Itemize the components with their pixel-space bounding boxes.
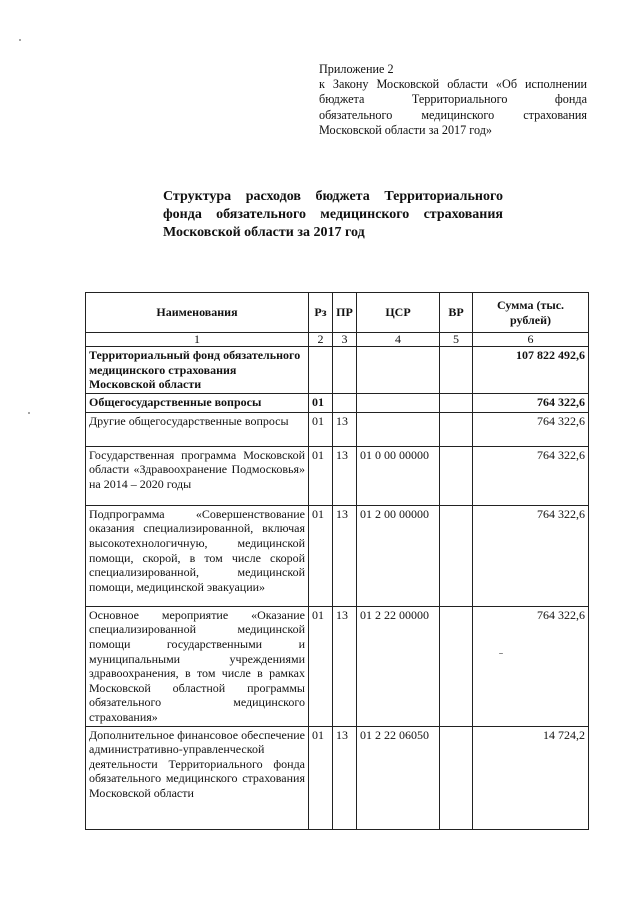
row-rz: 01 (309, 412, 333, 446)
column-number-row (86, 333, 589, 347)
row-rz: 01 (309, 393, 333, 412)
row-vr (440, 393, 473, 412)
table-header-row (86, 293, 589, 333)
row-rz: 01 (309, 606, 333, 726)
row-csr: 01 0 00 00000 (357, 446, 440, 505)
row-vr (440, 606, 473, 726)
row-pr (333, 347, 357, 394)
row-sum: 764 322,6 (473, 412, 589, 446)
header-vr: ВР (440, 293, 473, 333)
row-sum: 107 822 492,6 (473, 347, 589, 394)
row-vr (440, 446, 473, 505)
header-rz: Рз (309, 293, 333, 333)
row-vr (440, 412, 473, 446)
scan-speck (19, 39, 21, 41)
title-line: фонда обязательного медицинского страхования (163, 207, 503, 222)
row-pr: 13 (333, 505, 357, 606)
row-sum: 764 322,6 (473, 446, 589, 505)
scan-speck (28, 412, 30, 414)
row-pr: 13 (333, 606, 357, 726)
column-number: 5 (440, 333, 473, 347)
table-row (86, 347, 589, 394)
header-sum: Сумма (тыс. рублей) (473, 293, 589, 333)
column-number: 4 (357, 333, 440, 347)
row-pr (333, 393, 357, 412)
row-csr (357, 347, 440, 394)
row-csr (357, 412, 440, 446)
row-sum: 764 322,6 (473, 505, 589, 606)
appendix-line: Московской области за 2017 год» (319, 122, 493, 137)
table-row (86, 606, 589, 726)
row-vr (440, 505, 473, 606)
column-number: 2 (309, 333, 333, 347)
header-pr: ПР (333, 293, 357, 333)
appendix-line: к Закону Московской области «Об исполнении (319, 77, 587, 92)
row-sum: 764 322,6 (473, 393, 589, 412)
row-name: Государственная программа Московской области «Здравоохранение Подмосковья» на 2014 – 2020 годы (86, 446, 309, 505)
row-name: Общегосударственные вопросы (86, 393, 309, 412)
row-sum: 14 724,2 (473, 726, 589, 829)
row-pr: 13 (333, 412, 357, 446)
appendix-note (319, 62, 587, 138)
title-line: Московской области за 2017 год (163, 225, 365, 240)
row-csr: 01 2 22 00000 (357, 606, 440, 726)
column-number: 3 (333, 333, 357, 347)
row-rz: 01 (309, 446, 333, 505)
row-vr (440, 347, 473, 394)
row-csr (357, 393, 440, 412)
column-number: 1 (86, 333, 309, 347)
expenditure-table (85, 292, 589, 830)
document-title (163, 188, 503, 242)
table-row (86, 726, 589, 829)
title-line: Структура расходов бюджета Территориального (163, 189, 503, 204)
row-pr: 13 (333, 726, 357, 829)
row-pr: 13 (333, 446, 357, 505)
header-name: Наименования (86, 293, 309, 333)
row-rz (309, 347, 333, 394)
row-vr (440, 726, 473, 829)
appendix-line: обязательного медицинского страхования (319, 107, 587, 122)
row-name: Подпрограмма «Совершенствование оказания специализированной, включая высокотехнологичную, медицинской помощи, скорой, в том числе скорой специализированной, медицинской помощи, медицинской эвакуации» (86, 505, 309, 606)
column-number: 6 (473, 333, 589, 347)
row-name: Другие общегосударственные вопросы (86, 412, 309, 446)
row-sum: 764 322,6 (473, 606, 589, 726)
table-row (86, 505, 589, 606)
row-name: Территориальный фонд обязательного медицинского страхования Московской области (86, 347, 309, 394)
table-row (86, 393, 589, 412)
header-csr: ЦСР (357, 293, 440, 333)
row-rz: 01 (309, 726, 333, 829)
table-row (86, 446, 589, 505)
appendix-line: Приложение 2 (319, 62, 394, 76)
row-csr: 01 2 22 06050 (357, 726, 440, 829)
appendix-line: бюджета Территориального фонда (319, 92, 587, 107)
row-name: Основное мероприятие «Оказание специализированной медицинской помощи государственными и муниципальными учреждениями здравоохранения, в том числе в рамках Московской областной программы обязательного медицинского страхования» (86, 606, 309, 726)
row-csr: 01 2 00 00000 (357, 505, 440, 606)
table-row (86, 412, 589, 446)
row-rz: 01 (309, 505, 333, 606)
row-name: Дополнительное финансовое обеспечение административно-управленческой деятельности Территориального фонда обязательного медицинского страхования Московской области (86, 726, 309, 829)
